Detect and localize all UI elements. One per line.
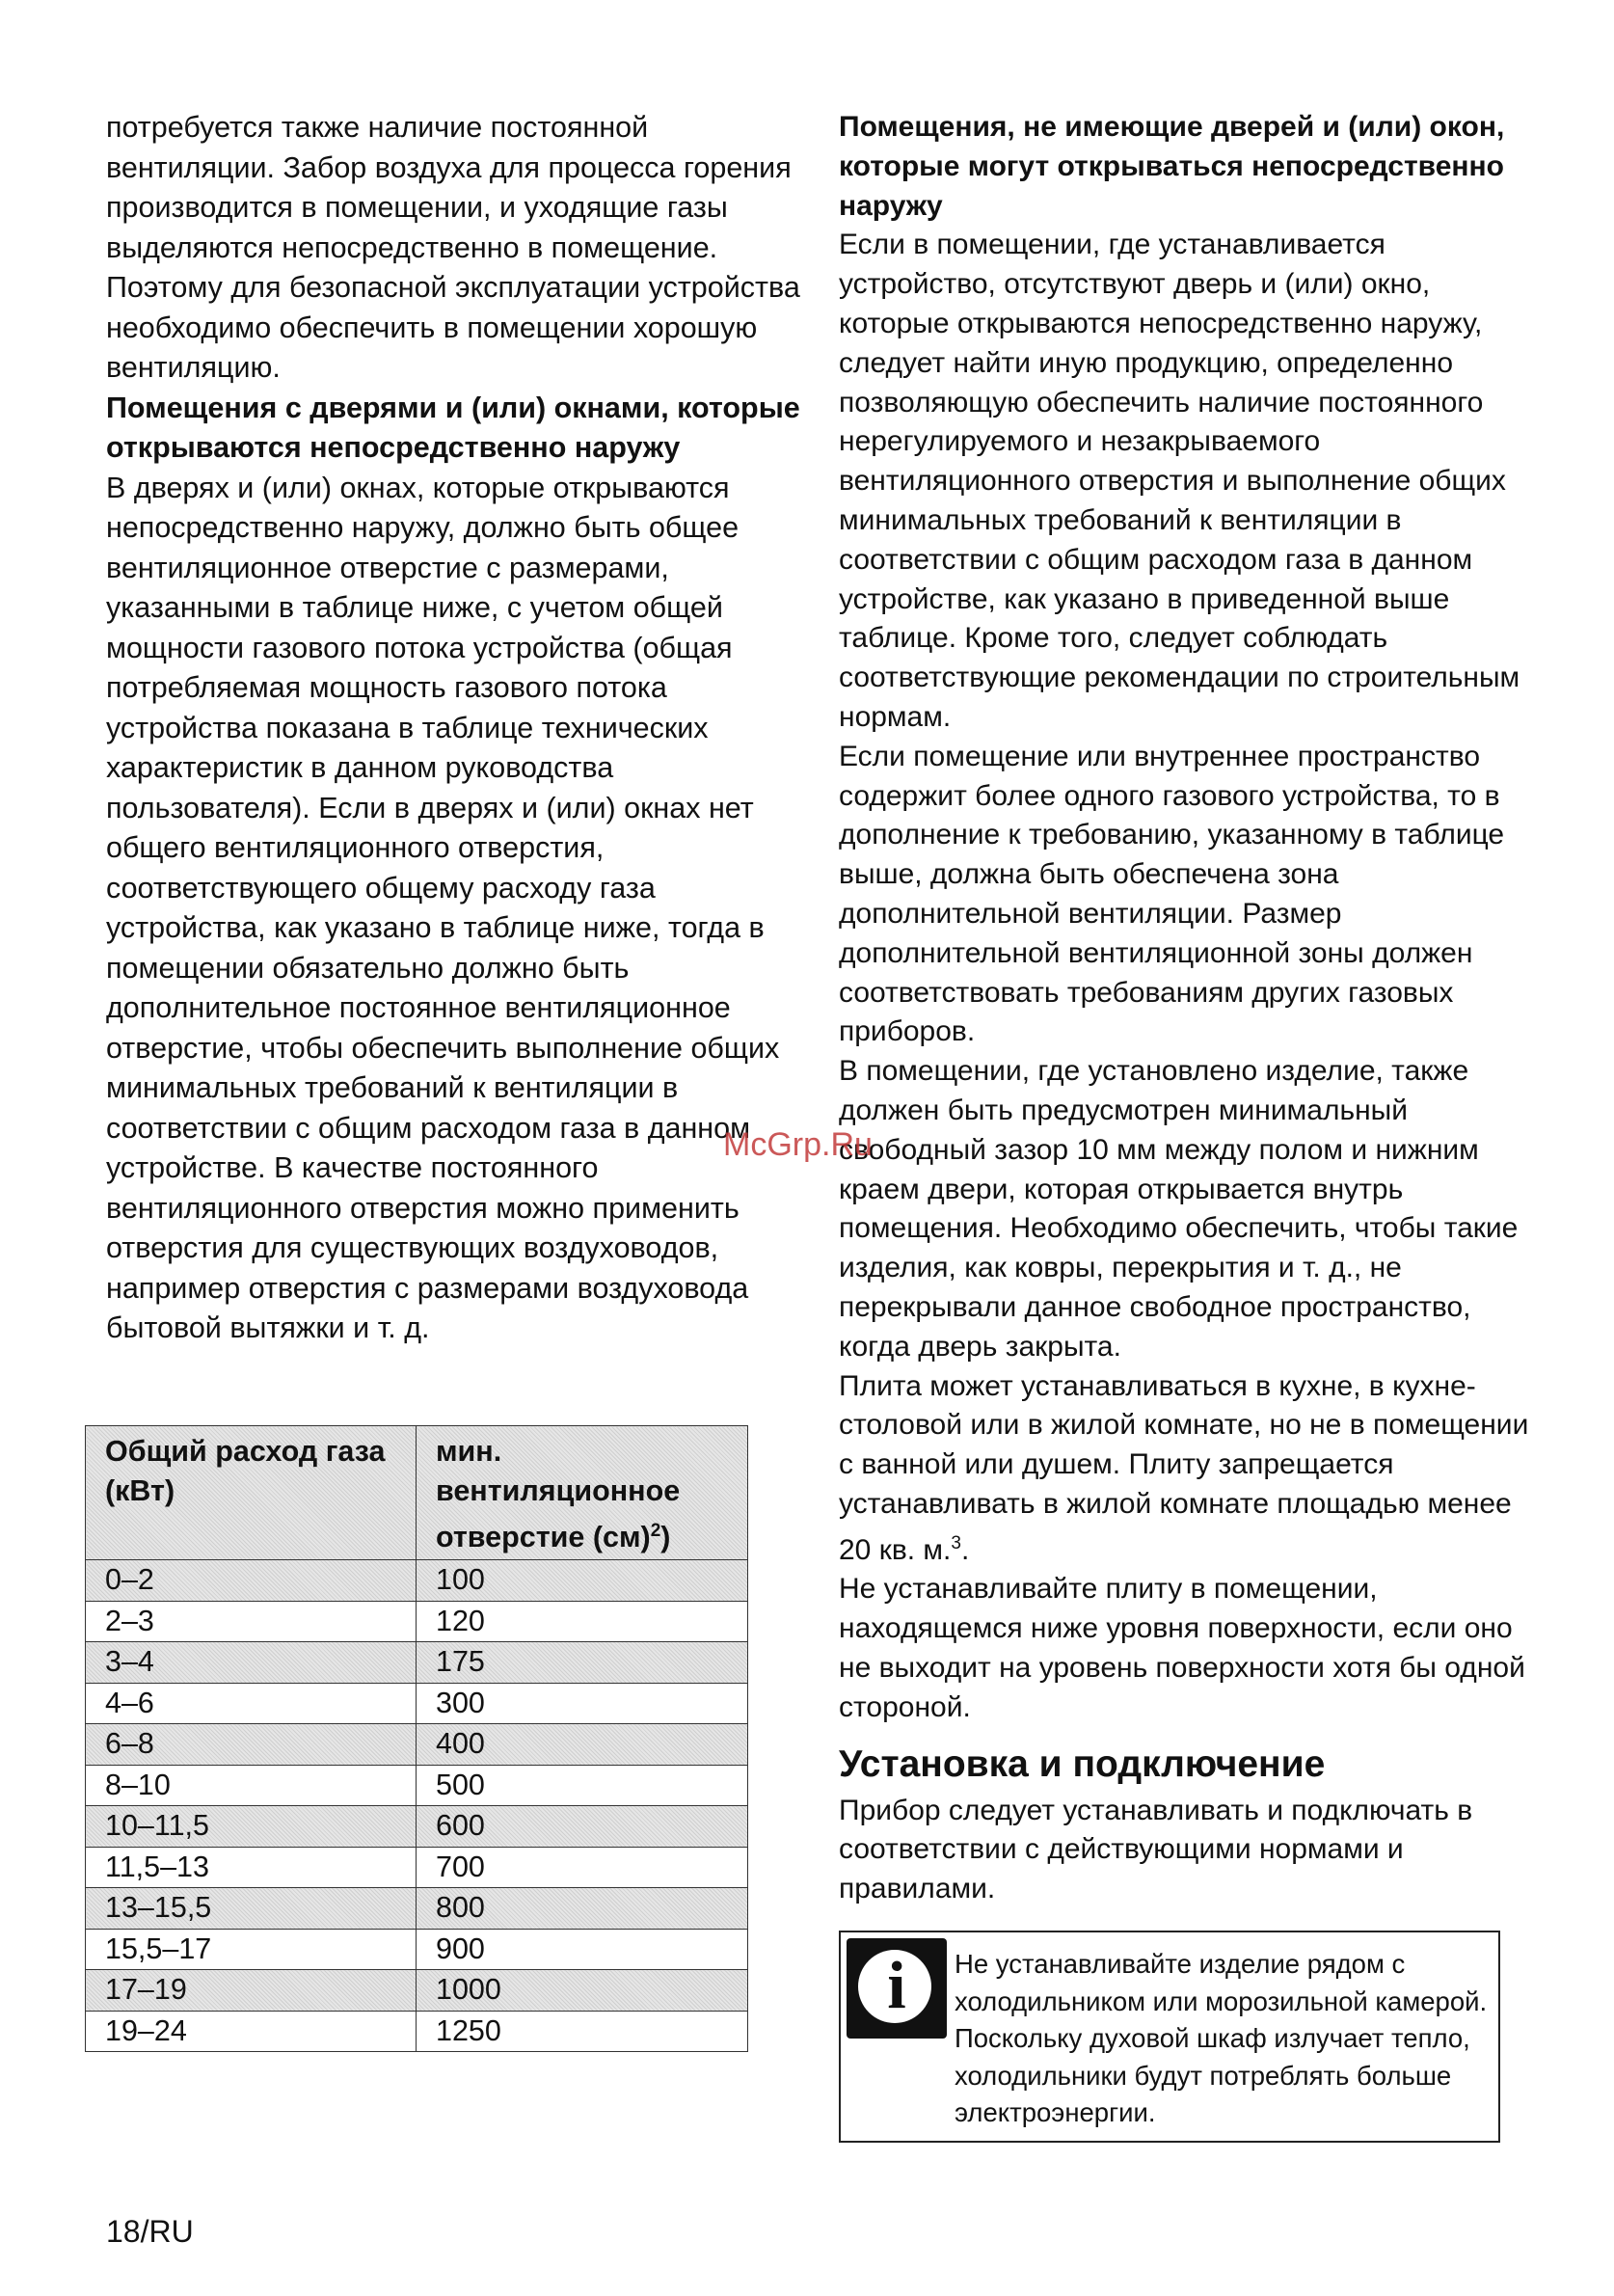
gas-cell: 17–19 (86, 1970, 417, 2012)
kitchen-paragraph-text: Плита может устанавливаться в кухне, в кухне-столовой или в жилой комнате, но не в помещении с ванной или душем. Плиту запрещается устанавливать в жилой комнате площадью менее 20 кв. м. (839, 1369, 1529, 1566)
gas-cell: 4–6 (86, 1683, 417, 1724)
gas-cell: 19–24 (86, 2011, 417, 2052)
gas-cell: 10–11,5 (86, 1806, 417, 1848)
table-row (86, 1560, 748, 1602)
section-title: Установка и подключение (839, 1742, 1326, 1785)
vent-opening-header-text: мин. вентиляционное отверстие (см) (436, 1435, 681, 1554)
left-column (106, 108, 800, 1349)
heading-doors-windows: Помещения с дверями и (или) окнами, которые открываются непосредственно наружу (106, 391, 800, 464)
vent-cell: 700 (417, 1847, 748, 1888)
vent-cell: 900 (417, 1929, 748, 1970)
table-row (86, 1806, 748, 1848)
kitchen-paragraph-end: . (960, 1533, 970, 1566)
ventilation-table (85, 1425, 748, 2052)
kitchen-paragraph-sup: 3 (951, 1532, 961, 1553)
page-number: 18/RU (106, 2214, 194, 2249)
info-icon (847, 1938, 947, 2039)
gas-cell: 3–4 (86, 1642, 417, 1684)
vent-cell: 300 (417, 1683, 748, 1724)
no-doors-paragraph: Если в помещении, где устанавливается устройство, отсутствуют дверь и (или) окно, которые открываются непосредственно наружу, следует найти иную продукцию, определенно позволяющую обеспечить наличие постоянного нерегулируемого и незакрываемого вентиляционного отверстия и выполнение общих минимальных требований к вентиляции в соответствии с общим расходом газа в данном устройстве, как указано в приведенной выше таблице. Кроме того, следует соблюдать соответствующие рекомендации по строительным нормам. (839, 229, 1520, 733)
gas-cell: 2–3 (86, 1601, 417, 1642)
table-row (86, 1642, 748, 1684)
vent-cell: 800 (417, 1888, 748, 1930)
gas-cell: 15,5–17 (86, 1929, 417, 1970)
vent-opening-header-sup: 2 (650, 1521, 661, 1541)
table-row (86, 1601, 748, 1642)
door-gap-paragraph: В помещении, где установлено изделие, также должен быть предусмотрен минимальный свободный зазор 10 мм между полом и нижним краем двери, которая открывается внутрь помещения. Необходимо обеспечить, чтобы такие изделия, как ковры, перекрытия и т. д., не перекрывали данное свободное пространство, когда дверь закрыта. (839, 1055, 1519, 1363)
vent-cell: 1000 (417, 1970, 748, 2012)
vent-opening-header (417, 1426, 748, 1560)
right-column (839, 108, 1533, 1909)
gas-cell: 6–8 (86, 1724, 417, 1766)
vent-cell: 100 (417, 1560, 748, 1602)
table-row (86, 1929, 748, 1970)
vent-cell: 400 (417, 1724, 748, 1766)
kitchen-paragraph (839, 1367, 1533, 1571)
table-row (86, 1847, 748, 1888)
ground-level-paragraph: Не устанавливайте плиту в помещении, находящемся ниже уровня поверхности, если оно не выходит на уровень поверхности хотя бы одной стороной. (839, 1573, 1525, 1723)
table-row (86, 1888, 748, 1930)
vent-opening-header-close: ) (660, 1521, 671, 1554)
gas-cell: 8–10 (86, 1765, 417, 1806)
info-notice-box (839, 1931, 1500, 2143)
table-row (86, 2011, 748, 2052)
doors-windows-paragraph: В дверях и (или) окнах, которые открываются непосредственно наружу, должно быть общее вентиляционное отверстие с размерами, указанными в таблице ниже, с учетом общей мощности газового потока устройства (общая потребляемая мощность газового потока устройства показана в таблице технических характеристик в данном руководства пользователя). Если в дверях и (или) окнах нет общего вентиляционного отверстия, соответствующего общему расходу газа устройства, как указано в таблице ниже, тогда в помещении обязательно должно быть дополнительное постоянное вентиляционное отверстие, чтобы обеспечить выполнение общих минимальных требований к вентиляции в соответствии с общим расходом газа в данном устройстве. В качестве постоянного вентиляционного отверстия можно применить отверстия для существующих воздуховодов, например отверстия с размерами воздуховода бытовой вытяжки и т. д. (106, 471, 780, 1344)
heading-no-doors-windows: Помещения, не имеющие дверей и (или) окон, которые могут открываться непосредственно наружу (839, 111, 1505, 222)
watermark: McGrp.Ru (723, 1126, 873, 1163)
table-row (86, 1970, 748, 2012)
table-row (86, 1683, 748, 1724)
vent-cell: 600 (417, 1806, 748, 1848)
gas-cell: 0–2 (86, 1560, 417, 1602)
table-row (86, 1765, 748, 1806)
multiple-appliances-paragraph: Если помещение или внутреннее пространство содержит более одного газового устройства, то в дополнение к требованию, указанному в таблице выше, должна быть обеспечена зона дополнительной вентиляции. Размер дополнительной вентиляционной зоны должен соответствовать требованиям других газовых приборов. (839, 740, 1505, 1048)
gas-cell: 13–15,5 (86, 1888, 417, 1930)
vent-cell: 175 (417, 1642, 748, 1684)
vent-cell: 500 (417, 1765, 748, 1806)
intro-paragraph: потребуется также наличие постоянной вентиляции. Забор воздуха для процесса горения производится в помещении, и уходящие газы выделяются непосредственно в помещение. Поэтому для безопасной эксплуатации устройства необходимо обеспечить в помещении хорошую вентиляцию. (106, 111, 800, 384)
info-notice-text: Не устанавливайте изделие рядом с холодильником или морозильной камерой. Поскольку духовой шкаф излучает тепло, холодильники будут потреблять больше электроэнергии. (955, 1949, 1488, 2127)
install-paragraph: Прибор следует устанавливать и подключать в соответствии с действующими нормами и правилами. (839, 1794, 1473, 1905)
gas-consumption-header: Общий расход газа (кВт) (86, 1426, 417, 1560)
vent-cell: 120 (417, 1601, 748, 1642)
gas-cell: 11,5–13 (86, 1847, 417, 1888)
table-row (86, 1724, 748, 1766)
info-icon-letter: i (887, 1949, 906, 2023)
table-header-row (86, 1426, 748, 1560)
vent-cell: 1250 (417, 2011, 748, 2052)
